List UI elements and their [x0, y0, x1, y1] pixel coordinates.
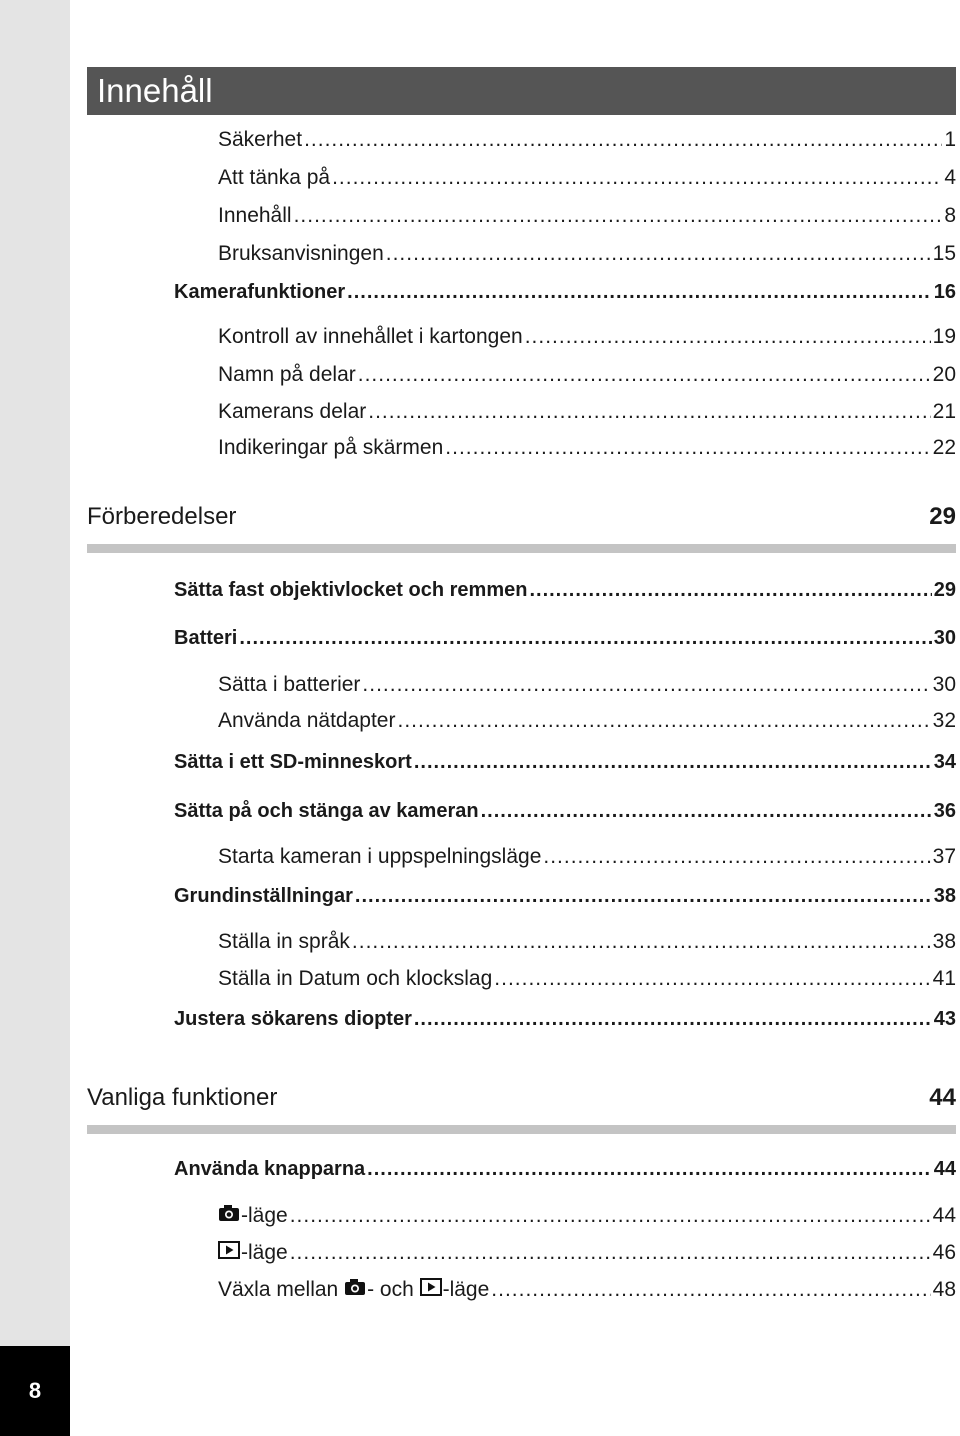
playback-icon — [420, 1276, 442, 1304]
toc-entry-page: 16 — [933, 281, 956, 303]
toc-entry-objektivlocket[interactable] — [174, 576, 956, 604]
toc-entry-label-a: Växla mellan — [218, 1278, 345, 1301]
toc-entry-label: Använda nätdapter — [218, 709, 396, 732]
toc-entry-label: Namn på delar — [218, 363, 356, 386]
toc-entry-datum-klockslag[interactable] — [218, 965, 956, 993]
dot-leader — [525, 323, 931, 351]
toc-entry-indikeringar[interactable] — [218, 434, 956, 462]
toc-entry-grundinstallningar[interactable] — [174, 882, 956, 910]
toc-entry-label-c: -läge — [442, 1278, 490, 1301]
dot-leader — [397, 707, 930, 735]
toc-entry-page: 36 — [933, 800, 956, 822]
toc-entry-bruksanvisningen[interactable] — [218, 240, 956, 268]
dot-leader — [239, 624, 931, 652]
toc-entry-page: 38 — [933, 885, 956, 907]
toc-entry-page: 19 — [932, 325, 956, 348]
toc-entry-label: Att tänka på — [218, 166, 331, 189]
toc-entry-satta-pa-kameran[interactable] — [174, 797, 956, 825]
toc-entry-page: 20 — [932, 363, 956, 386]
section-title: Förberedelser — [87, 503, 237, 530]
dot-leader — [386, 240, 931, 268]
toc-entry-page: 21 — [932, 400, 956, 423]
camera-icon — [218, 1202, 240, 1230]
toc-entry-batteri[interactable] — [174, 624, 956, 652]
toc-entry-page: 44 — [932, 1204, 956, 1227]
toc-entry-label: Grundinställningar — [174, 885, 353, 907]
toc-entry-page: 37 — [932, 845, 956, 868]
toc-entry-label-b: - och — [367, 1278, 420, 1301]
section-rule — [87, 544, 956, 553]
dot-leader — [304, 126, 942, 154]
toc-entry-page: 29 — [933, 579, 956, 601]
dot-leader — [362, 671, 930, 699]
dot-leader — [352, 928, 931, 956]
dot-leader — [481, 797, 932, 825]
toc-entry-page: 30 — [932, 673, 956, 696]
toc-entry-label: Kontroll av innehållet i kartongen — [218, 325, 523, 348]
section-page: 29 — [929, 503, 956, 530]
section-page: 44 — [929, 1084, 956, 1111]
toc-entry-page: 22 — [932, 436, 956, 459]
page-number-tab — [0, 1346, 70, 1436]
toc-entry-kamerans-delar[interactable] — [218, 398, 956, 426]
dot-leader — [290, 1202, 931, 1230]
dot-leader — [355, 882, 932, 910]
toc-entry-kamerafunktioner[interactable] — [174, 278, 956, 306]
toc-entry-sakerhet[interactable] — [218, 126, 956, 154]
toc-entry-sokarens-diopter[interactable] — [174, 1005, 956, 1033]
toc-entry-label: Använda knapparna — [174, 1158, 366, 1180]
toc-entry-namn-pa-delar[interactable] — [218, 361, 956, 389]
toc-entry-page: 44 — [933, 1158, 956, 1180]
camera-icon — [344, 1276, 366, 1304]
dot-leader — [358, 361, 931, 389]
dot-leader — [368, 398, 930, 426]
dot-leader — [290, 1239, 931, 1267]
toc-entry-page: 30 — [933, 627, 956, 649]
toc-entry-page: 41 — [932, 967, 956, 990]
toc-entry-page: 1 — [944, 128, 956, 151]
toc-entry-camera-mode[interactable] — [218, 1202, 956, 1230]
toc-entry-page: 38 — [932, 930, 956, 953]
toc-entry-label: Indikeringar på skärmen — [218, 436, 444, 459]
dot-leader — [529, 576, 931, 604]
dot-leader — [543, 843, 930, 871]
toc-entry-label: Sätta på och stänga av kameran — [174, 800, 479, 822]
toc-entry-page: 46 — [932, 1241, 956, 1264]
toc-entry-vaxla-mellan[interactable] — [218, 1276, 956, 1304]
toc-entry-label: Ställa in Datum och klockslag — [218, 967, 493, 990]
dot-leader — [445, 434, 930, 462]
side-strip — [0, 0, 70, 1436]
toc-entry-stalla-in-sprak[interactable] — [218, 928, 956, 956]
dot-leader — [347, 278, 932, 306]
section-heading-vanliga-funktioner[interactable] — [87, 1078, 956, 1118]
page-title: Innehåll — [87, 67, 956, 115]
toc-entry-att-tanka-pa[interactable] — [218, 164, 956, 192]
toc-entry-label: Bruksanvisningen — [218, 242, 384, 265]
toc-entry-label: Sätta i batterier — [218, 673, 361, 696]
toc-entry-page: 32 — [932, 709, 956, 732]
toc-entry-label: Ställa in språk — [218, 930, 350, 953]
toc-entry-label: Innehåll — [218, 204, 292, 227]
toc-entry-anvanda-knapparna[interactable] — [174, 1155, 956, 1183]
toc-entry-label: Justera sökarens diopter — [174, 1008, 412, 1030]
toc-entry-label: Starta kameran i uppspelningsläge — [218, 845, 542, 868]
dot-leader — [491, 1276, 930, 1304]
section-title: Vanliga funktioner — [87, 1084, 278, 1111]
toc-entry-page: 34 — [933, 751, 956, 773]
toc-entry-innehall[interactable] — [218, 202, 956, 230]
section-heading-forberedelser[interactable] — [87, 497, 956, 537]
dot-leader — [332, 164, 942, 192]
dot-leader — [367, 1155, 932, 1183]
toc-entry-label: Batteri — [174, 627, 238, 649]
toc-entry-label: -läge — [241, 1241, 288, 1264]
toc-entry-uppspelningslage[interactable] — [218, 843, 956, 871]
toc-entry-label: Sätta fast objektivlocket och remmen — [174, 579, 528, 601]
dot-leader — [494, 965, 930, 993]
toc-entry-page: 48 — [932, 1278, 956, 1301]
toc-entry-label: Säkerhet — [218, 128, 303, 151]
page-number: 8 — [28, 1378, 42, 1403]
toc-entry-label: Kamerafunktioner — [174, 281, 346, 303]
toc-entry-sd-minneskort[interactable] — [174, 748, 956, 776]
toc-entry-natdapter[interactable] — [218, 707, 956, 735]
toc-entry-satta-i-batterier[interactable] — [218, 671, 956, 699]
toc-entry-kontroll[interactable] — [218, 323, 956, 351]
toc-entry-page: 8 — [944, 204, 956, 227]
toc-entry-playback-mode[interactable] — [218, 1239, 956, 1267]
playback-icon — [218, 1239, 240, 1267]
toc-entry-page: 4 — [944, 166, 956, 189]
toc-entry-page: 15 — [932, 242, 956, 265]
dot-leader — [414, 1005, 932, 1033]
toc-entry-label: Kamerans delar — [218, 400, 367, 423]
toc-entry-label: -läge — [241, 1204, 288, 1227]
section-rule — [87, 1125, 956, 1134]
toc-entry-label: Sätta i ett SD-minneskort — [174, 751, 412, 773]
toc-entry-page: 43 — [933, 1008, 956, 1030]
dot-leader — [414, 748, 932, 776]
dot-leader — [294, 202, 943, 230]
